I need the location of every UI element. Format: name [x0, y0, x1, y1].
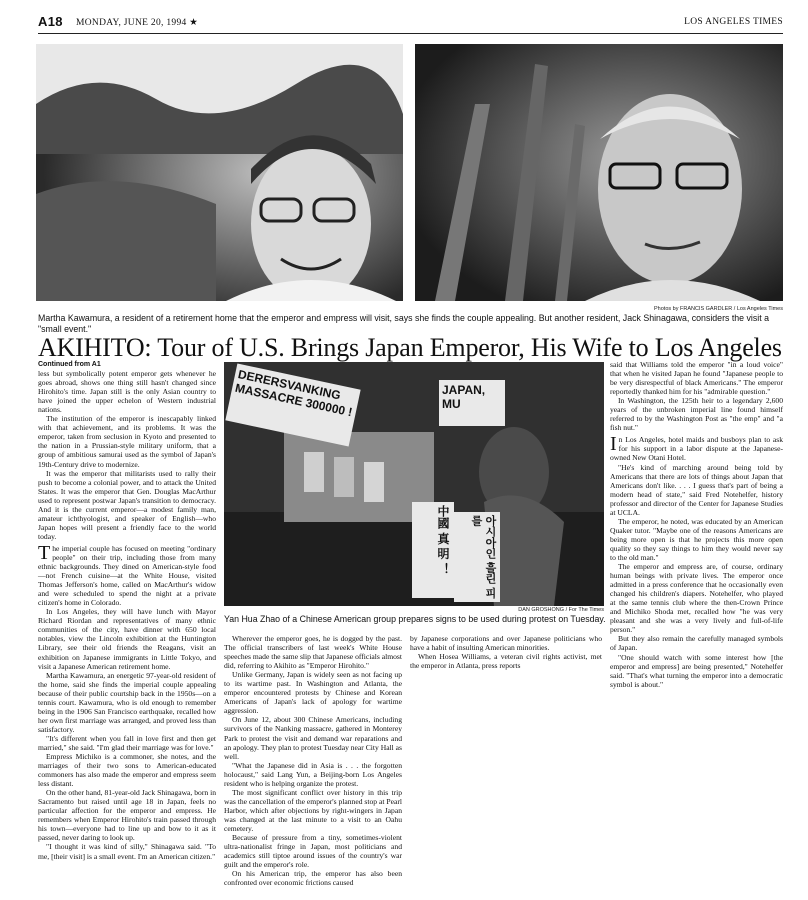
col3-paragraph-1: by Japanese corporations and over Japanese politicians who have a habit of insulting American minorities.	[410, 634, 602, 653]
column-2	[224, 634, 402, 887]
col2-paragraph-6: Because of pressure from a tiny, sometimes-violent ultra-nationalist fringe in Japan, most politicians and academics still tiptoe around issues of the country's war guilt and the emperor's role.	[224, 833, 402, 870]
col2-paragraph-1: Wherever the emperor goes, he is dogged by the past. The official transcribers of last week's White House speeches made the same slip that Japanese officials almost did, referring to Akihito as "Emperor Hirohito."	[224, 634, 402, 671]
photo-protest-signs	[224, 362, 604, 606]
col1-paragraph-5: In Los Angeles, they will have lunch with Mayor Richard Riordan and representatives of many ethnic communities of the city, have dinner with 650 local notables, view the Lincoln exhibition at the Huntington Library, see their old friends the Reagans, visit an exhibition on Japanese immigrants in Little Tokyo, and visit a Japanese American retirement home.	[38, 607, 216, 671]
col4-paragraph-8: "One should watch with some interest how [the emperor and empress] are being presented," Notehelfer said. "That's what turning the emperor into a democratic symbol is about."	[610, 652, 783, 689]
col1-paragraph-4: The imperial couple has focused on meeting "ordinary people" on their trip, including those from many ethnic backgrounds. They dined on American-style food—not French cuisine—at the White House, visited Thomas Jefferson's home, called on MacArthur's widow and were scheduled to spend the night at a private citizen's home in Colorado.	[38, 541, 216, 608]
top-photo-credit: Photos by FRANCIS GARDLER / Los Angeles Times	[654, 306, 783, 312]
col2-paragraph-2: Unlike Germany, Japan is widely seen as not facing up to its wartime past. In Washington and Atlanta, the emperor encountered protests by Chinese and Korean Americans of Japan's lack of apology for wartime aggression.	[224, 670, 402, 716]
col1-paragraph-8: Empress Michiko is a commoner, she notes, and the marriages of their two sons to American-educated commoners has also made the emperor and empress seem less distant.	[38, 752, 216, 789]
sign-chinese-characters: 中國 真 明 ！	[412, 502, 454, 598]
col2-paragraph-5: The most significant conflict over history in this trip was the cancellation of the emperor's planned stop at Pearl Harbor, which after objections by right-wingers in Japan was changed at the last minute to a visit to an Oahu cemetery.	[224, 787, 402, 833]
col4-paragraph-2: In Washington, the 125th heir to a legendary 2,600 years of the unbroken imperial line found himself referred to by the Washington Post as "the emp" and "a fish nut."	[610, 396, 783, 433]
top-photo-caption: Martha Kawamura, a resident of a retirement home that the emperor and empress will visit, says she finds the couple appealing. But another resident, Jack Shinagawa, considers the visit a "small event."	[38, 313, 770, 334]
masthead	[38, 16, 783, 32]
issue-date: MONDAY, JUNE 20, 1994 ★	[76, 18, 199, 28]
column-3	[410, 634, 602, 670]
headline: AKIHITO: Tour of U.S. Brings Japan Emperor, His Wife to Los Angeles	[38, 333, 782, 362]
sign-japan: JAPAN, MU	[439, 380, 505, 426]
col1-paragraph-2: The institution of the emperor is inescapably linked with that achievement, and its problems. It was the emperor, taken from seclusion in Kyoto and presented to the nation in a Prussian-style military uniform, that a group of ambitious samurai used as the symbol of Japan's 19th-Century drive to modernize.	[38, 414, 216, 469]
col4-paragraph-6: The emperor and empress are, of course, ordinary human beings with private lives. The emperor once admitted in a press conference that he occasionally even changed his children's diapers. Notehelfer, who played at the same tennis club where the then-Crown Prince and Michiko Shoda met, recalled how "he was very pleasant and she was a very lively and full-of-life person."	[610, 562, 783, 635]
col4-paragraph-3: In Los Angeles, hotel maids and busboys plan to ask for his support in a labor dispute at the Japanese-owned New Otani Hotel.	[610, 433, 783, 463]
sign-nanking-massacre: DERERSVANKING MASSACRE 300000 !	[225, 364, 360, 447]
col1-paragraph-10: "I thought it was kind of silly," Shinagawa said. "To me, [their visit] is a small event. I'm an American citizen."	[38, 842, 216, 861]
col1-paragraph-1: less but symbolically potent emperor gets whenever he goes abroad, shows one thing still hasn't changed since Hirohito's time. Japan still is the only Asian country to have joined the upper echelon of Western industrial nations.	[38, 369, 216, 415]
col2-paragraph-7: On his American trip, the emperor has also been confronted over economic frictions caused	[224, 869, 402, 888]
sign-korean-characters: 아시아인 흘린 피를	[454, 512, 500, 602]
col1-paragraph-9: On the other hand, 81-year-old Jack Shinagawa, born in Sacramento but raised until age 18 in Japan, feels no particular affection for the emperor and empress. He remembers when Emperor Hirohito's train passed through his town—everyone had to line up and bow to it as it passed, never daring to look up.	[38, 788, 216, 843]
center-photo-caption: Yan Hua Zhao of a Chinese American group prepares signs to be used during protest on Tuesday.	[224, 614, 606, 624]
masthead-rule	[38, 33, 783, 34]
page-number: A18	[38, 14, 63, 29]
col4-paragraph-1: said that Williams told the emperor "in a loud voice" that when he visited Japan he found "Japanese people to be very disrespectful of black Americans." The emperor reportedly thanked him for his "admirable question."	[610, 360, 783, 397]
column-1	[38, 360, 216, 861]
photo-martha-kawamura	[36, 44, 403, 301]
col3-paragraph-2: When Hosea Williams, a veteran civil rights activist, met the emperor in Atlanta, press reports	[410, 652, 602, 671]
col1-paragraph-6: Martha Kawamura, an energetic 97-year-old resident of the home, said she finds the imperial couple appealing because of their public courtship back in the 1950s—on a tennis court. Kawamura, who is old enough to remember being in the 1906 San Francisco earthquake, recalled how her own first marriage was arranged, and proved less than satisfactory.	[38, 670, 216, 734]
drop-cap: I	[610, 433, 617, 456]
continued-from: Continued from A1	[38, 361, 101, 368]
col2-paragraph-3: On June 12, about 300 Chinese Americans, including survivors of the Nanking massacre, gathered in Monterey Park to protest the visit and demand war reparations and an apology. They plan to protest Tuesday near City Hall as well.	[224, 715, 403, 761]
center-photo-credit: DAN GROSHONG / For The Times	[518, 607, 604, 613]
col4-paragraph-5: The emperor, he noted, was educated by an American Quaker tutor. "Maybe one of the reasons Americans are being more open is that he projects this more open quality so they say things to him they would never say to the old man."	[610, 516, 783, 562]
col4-paragraph-4: "He's kind of marching around being told by Americans that there are lots of things about Japan that Americans don't like. . . . I guess that's part of being a modern head of state," said Fred Notehelfer, history professor and director of the Center for Japanese Studies at UCLA.	[610, 462, 783, 517]
drop-cap: T	[38, 541, 51, 564]
col4-paragraph-7: But they also remain the carefully managed symbols of Japan.	[610, 634, 783, 653]
publication-name: LOS ANGELES TIMES	[684, 17, 783, 27]
col1-paragraph-3: It was the emperor that militarists used to rally their push to become a colonial power, and to attack the United States. It was the emperor that Gen. Douglas MacArthur used to represent postwar Japan's transition to democracy. And it is the current emperor—a modest family man, amateur ichthyologist, and speaker of English—who Japan hopes will present a friendly face to the world today.	[38, 468, 216, 541]
column-4	[610, 360, 783, 689]
col1-paragraph-7: "It's different when you fall in love first and then get married," she said. "I'm glad their marriage was for love."	[38, 733, 216, 752]
photo-jack-shinagawa	[415, 44, 783, 301]
col2-paragraph-4: "What the Japanese did in Asia is . . . the forgotten holocaust," said Lang Yun, a Beijing-born Los Angeles resident who is helping organize the protest.	[224, 760, 402, 788]
